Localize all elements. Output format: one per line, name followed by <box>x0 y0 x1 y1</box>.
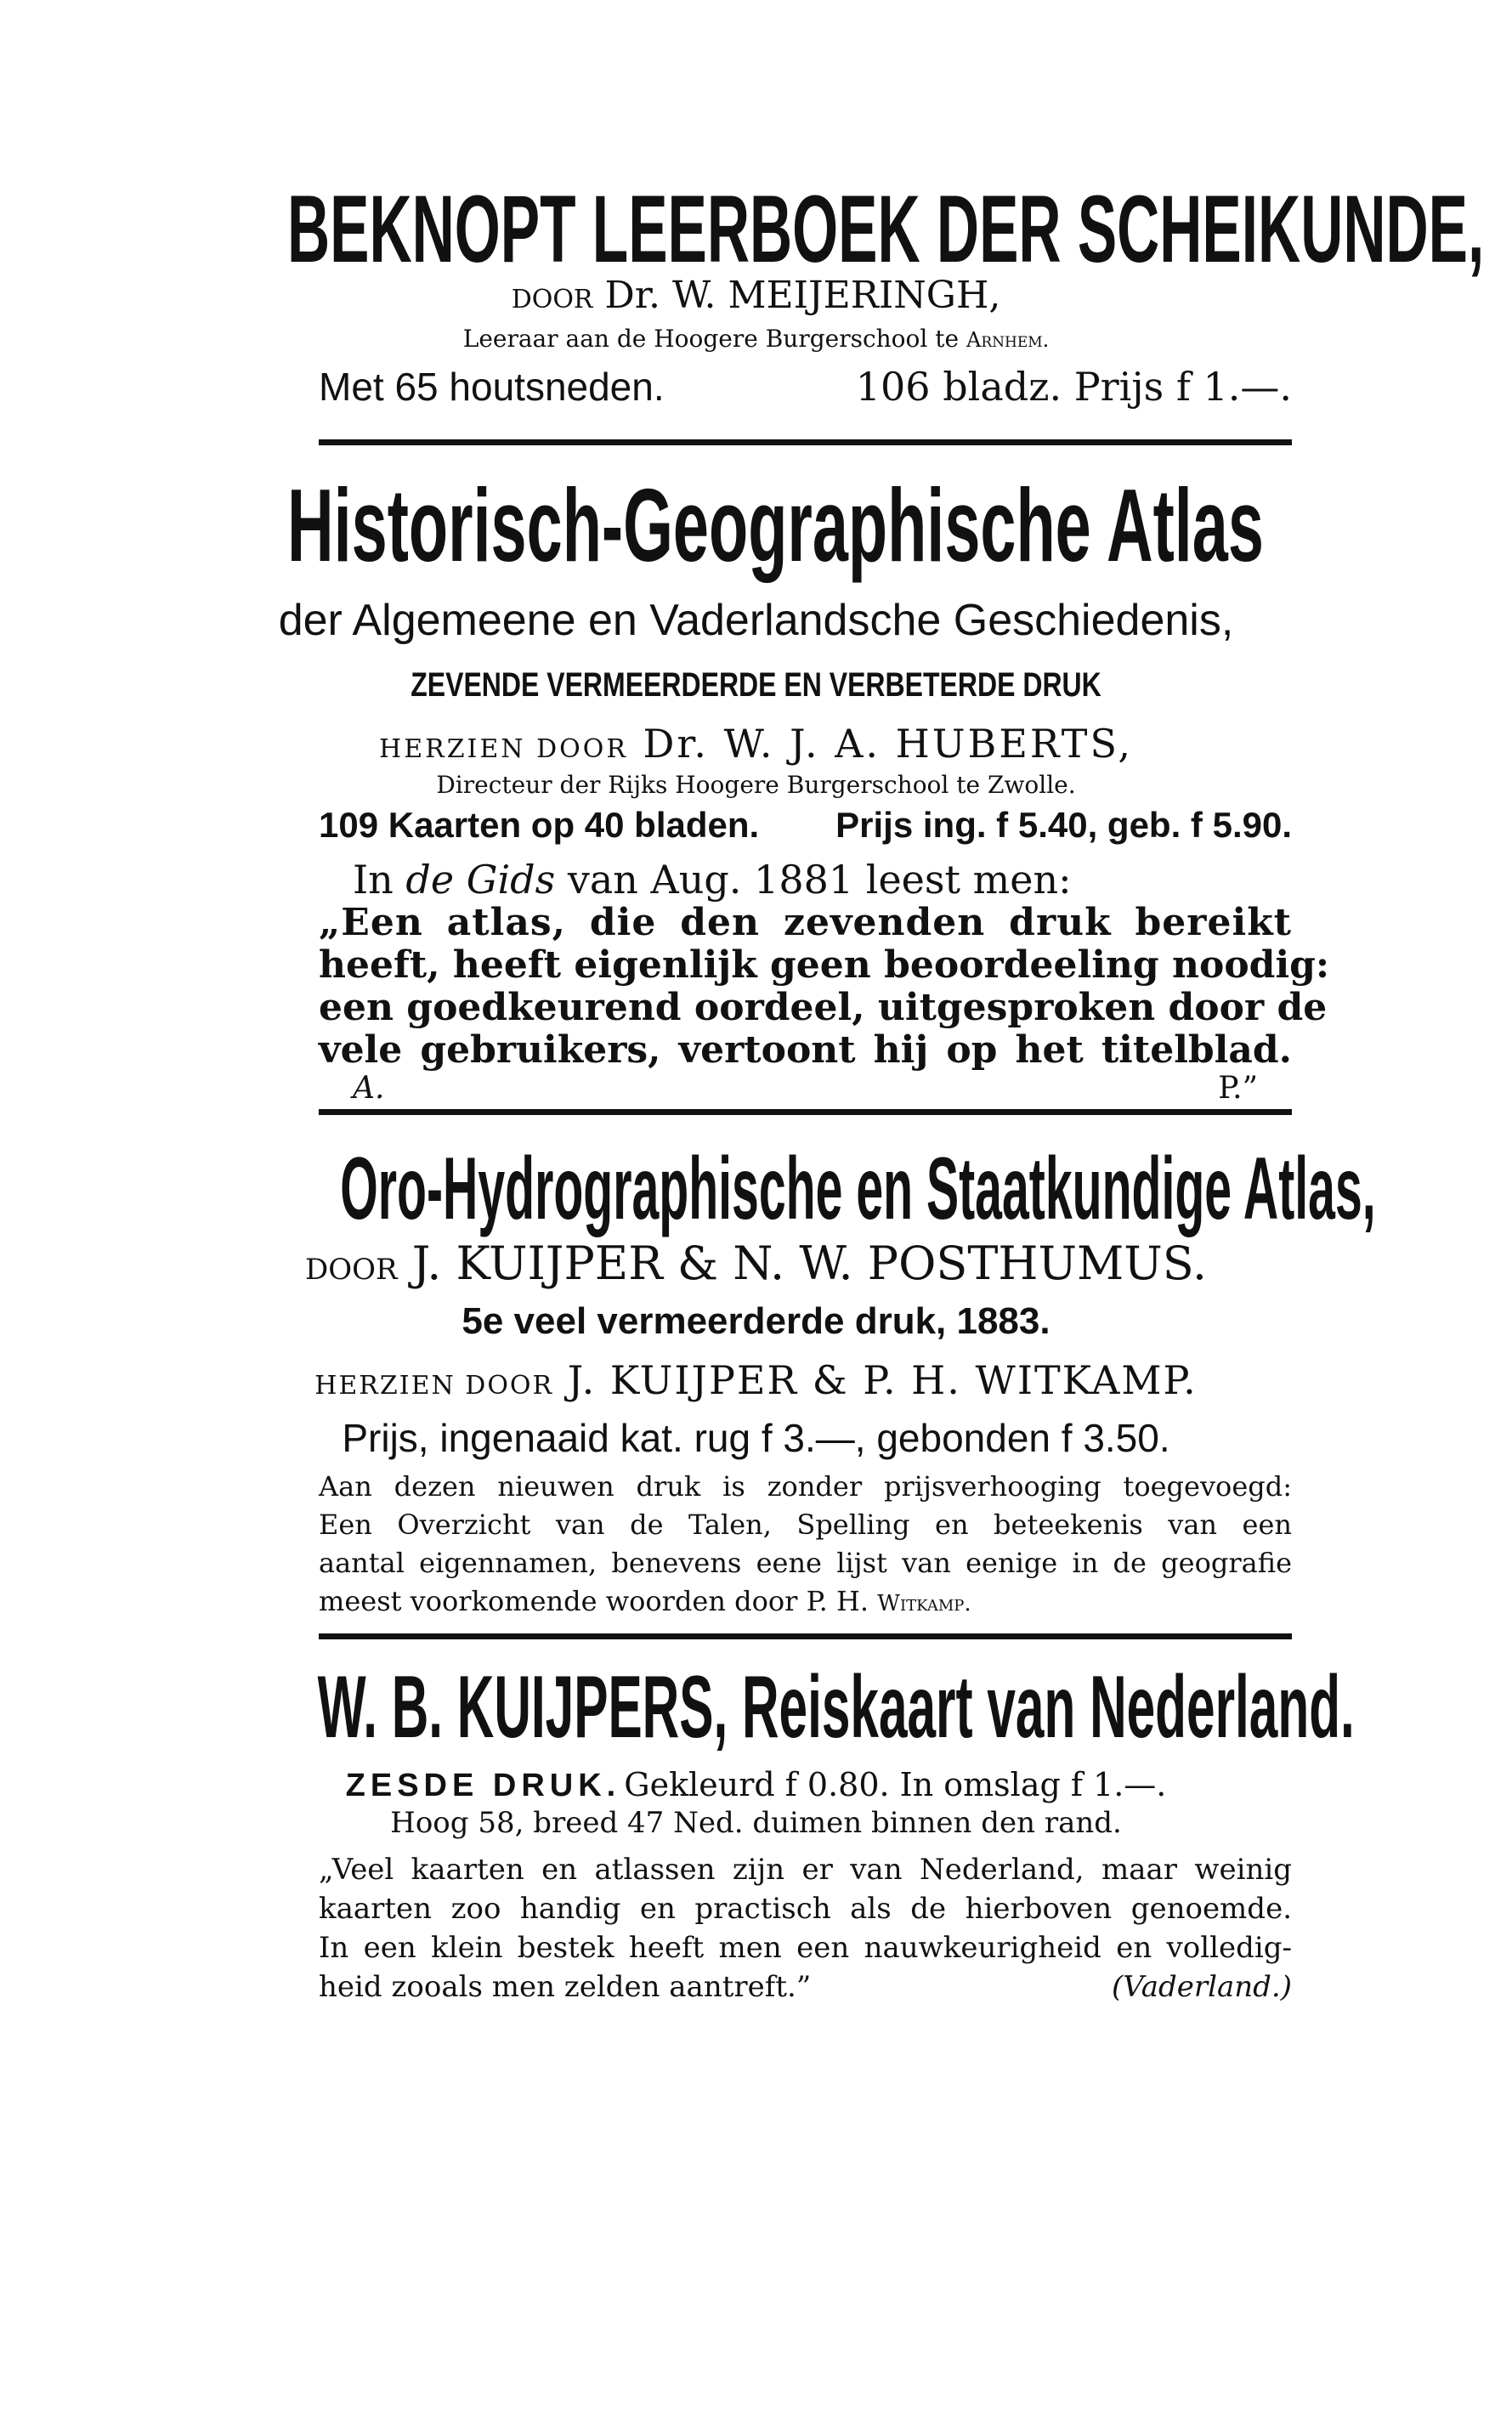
ad2-reviser: Dr. W. J. A. HUBERTS, <box>643 721 1133 767</box>
ad4-quote-source: (Vaderland.) <box>1112 1970 1292 2004</box>
ad2-sign-right: P.” <box>1218 1071 1258 1106</box>
ad2-details: 109 Kaarten op 40 bladen. <box>319 805 760 845</box>
ad3-price: Prijs, ingenaaid kat. rug f 3.—, gebonden f 3.50. <box>342 1416 1170 1460</box>
ad4-edition: ZESDE DRUK. <box>345 1768 621 1803</box>
ad2-edition-container <box>0 665 1512 705</box>
ad2-reviser-role: Directeur der Rijks Hoogere Burgerschool te Zwolle. <box>436 771 1076 799</box>
ad2-revised-prefix: HERZIEN DOOR <box>379 734 628 764</box>
ad4-quote-line: kaarten zoo handig en practisch als de hierboven genoemde. <box>319 1892 1292 1926</box>
ad2-quote-line: een goedkeurend oordeel, uitgesproken door de <box>319 986 1328 1029</box>
ad4-quote-line: „Veel kaarten en atlassen zijn er van Nederland, maar weinig <box>319 1853 1292 1887</box>
ad4-price: Gekleurd f 0.80. In omslag f 1.—. <box>624 1766 1167 1803</box>
ad4-quote-last: heid zooals men zelden aantreft.” <box>319 1970 812 2004</box>
ad4-size: Hoog 58, breed 47 Ned. duimen binnen den rand. <box>390 1806 1122 1840</box>
ad3-edition: 5e veel vermeerderde druk, 1883. <box>462 1300 1050 1342</box>
ad2-subtitle: der Algemeene en Vaderlandsche Geschiedenis, <box>278 596 1234 645</box>
ad2-signature-line <box>353 1071 1258 1106</box>
ad2-review-source: de Gids <box>405 857 556 903</box>
ad1-author-role-line <box>0 325 1512 353</box>
ad3-desc-line: aantal eigennamen, benevens eene lijst van eenige in de geografie <box>319 1547 1292 1579</box>
ad3-author-line <box>0 1237 1512 1290</box>
ad2-edition: ZEVENDE VERMEERDERDE EN VERBETERDE DRUK <box>411 666 1101 704</box>
ad1-author-line <box>0 274 1512 317</box>
ad1-author-role: Leeraar aan de Hoogere Burgerschool te <box>462 325 960 353</box>
ad3-desc-author: Witkamp. <box>877 1591 971 1616</box>
divider-1 <box>319 439 1292 445</box>
ad1-title-container <box>0 174 1512 285</box>
ad1-details-right: 106 bladz. Prijs f 1.—. <box>855 364 1292 410</box>
ad2-review-intro-part2: van Aug. 1881 leest men: <box>567 857 1072 903</box>
ad1-details-left: Met 65 houtsneden. <box>319 365 665 409</box>
ad4-title: W. B. KUIJPERS, Reiskaart van Nederland. <box>317 1658 1355 1757</box>
ad2-details-line <box>319 805 1292 846</box>
ad4-title-container <box>0 1656 1512 1759</box>
ad3-title: Oro-Hydrographische en Staatkundige Atlas, <box>340 1140 1376 1238</box>
ad4-quote-line: In een klein bestek heeft men een nauwkeurigheid en volledig- <box>319 1931 1292 1965</box>
ad2-review-intro-part1: In <box>353 857 394 903</box>
ad2-quote-line: vele gebruikers, vertoont hij op het titelblad. <box>319 1028 1292 1072</box>
ad2-title: Historisch-Geographische Atlas <box>287 467 1264 583</box>
ad3-author-prefix: DOOR <box>304 1253 398 1287</box>
ad1-author: Dr. W. MEIJERINGH, <box>604 274 1001 317</box>
ad2-title-container <box>0 466 1512 585</box>
ad2-review-intro <box>353 857 1326 903</box>
divider-3 <box>319 1633 1292 1639</box>
ad3-title-container <box>0 1137 1512 1241</box>
ad3-desc-last-line <box>319 1585 1292 1617</box>
ad3-authors: J. KUIJPER & N. W. POSTHUMUS. <box>411 1237 1208 1290</box>
ad2-quote-line: „Een atlas, die den zevenden druk bereikt <box>319 901 1292 944</box>
ad3-desc-line: Aan dezen nieuwen druk is zonder prijsverhooging toegevoegd: <box>319 1470 1292 1503</box>
ad2-price: Prijs ing. f 5.40, geb. f 5.90. <box>835 805 1292 845</box>
ad4-edition-line <box>0 1766 1512 1804</box>
ad3-revisers: J. KUIJPER & P. H. WITKAMP. <box>567 1357 1198 1403</box>
ad1-author-prefix: DOOR <box>511 285 593 314</box>
ad4-quote-last-line <box>319 1970 1292 2004</box>
ad2-reviser-line <box>0 721 1512 767</box>
ad3-revised-prefix: HERZIEN DOOR <box>314 1371 554 1401</box>
divider-2 <box>319 1109 1292 1115</box>
ad2-sign-left: A. <box>353 1071 385 1106</box>
ad2-quote-line: heeft, heeft eigenlijk geen beoordeeling noodig: <box>319 943 1330 987</box>
ad3-desc-line: Een Overzicht van de Talen, Spelling en beteekenis van een <box>319 1509 1292 1541</box>
ad1-title: BEKNOPT LEERBOEK DER SCHEIKUNDE, <box>287 176 1485 282</box>
ad3-desc-last: meest voorkomende woorden door P. H. <box>319 1585 869 1617</box>
ad1-author-city: Arnhem. <box>966 328 1050 352</box>
ad3-reviser-line <box>0 1357 1512 1403</box>
ad1-details-line <box>319 364 1292 410</box>
